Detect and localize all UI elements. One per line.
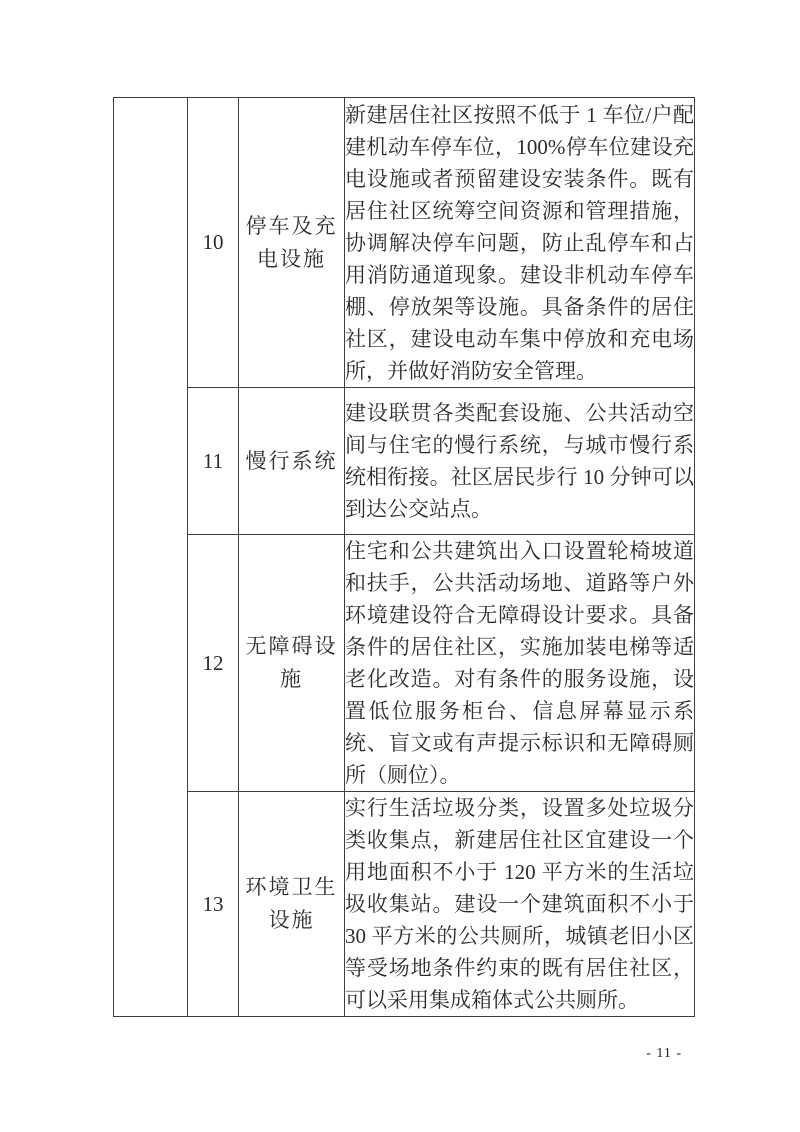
row-number-cell: 13 <box>188 792 239 1017</box>
row-number-cell: 10 <box>188 98 239 388</box>
facility-name-cell: 无障碍设施 <box>239 535 345 792</box>
table-row <box>114 535 695 792</box>
row-number-cell: 11 <box>188 388 239 535</box>
table-row <box>114 388 695 535</box>
merged-category-cell <box>114 98 188 1017</box>
facility-description-cell: 实行生活垃圾分类，设置多处垃圾分类收集点，新建居住社区宜建设一个用地面积不小于 120 平方米的生活垃圾收集站。建设一个建筑面积不小于 30 平方米的公共厕所，城镇老旧小区等受场地条件约束的既有居住社区，可以采用集成箱体式公共厕所。 <box>345 792 695 1017</box>
facility-description-cell: 建设联贯各类配套设施、公共活动空间与住宅的慢行系统，与城市慢行系统相衔接。社区居民步行 10 分钟可以到达公交站点。 <box>345 388 695 535</box>
table-row <box>114 98 695 388</box>
facility-description-cell: 新建居住社区按照不低于 1 车位/户配建机动车停车位，100%停车位建设充电设施或者预留建设安装条件。既有居住社区统筹空间资源和管理措施，协调解决停车问题，防止乱停车和占用消防通道现象。建设非机动车停车棚、停放架等设施。具备条件的居住社区，建设电动车集中停放和充电场所，并做好消防安全管理。 <box>345 98 695 388</box>
facility-name-cell: 慢行系统 <box>239 388 345 535</box>
facilities-table <box>113 97 695 1017</box>
facility-name-cell: 停车及充电设施 <box>239 98 345 388</box>
page-number: - 11 - <box>646 1046 682 1061</box>
facility-name-cell: 环境卫生设施 <box>239 792 345 1017</box>
row-number-cell: 12 <box>188 535 239 792</box>
table-row <box>114 792 695 1017</box>
facility-description-cell: 住宅和公共建筑出入口设置轮椅坡道和扶手，公共活动场地、道路等户外环境建设符合无障碍设计要求。具备条件的居住社区，实施加装电梯等适老化改造。对有条件的服务设施，设置低位服务柜台、信息屏幕显示系统、盲文或有声提示标识和无障碍厕所（厕位）。 <box>345 535 695 792</box>
